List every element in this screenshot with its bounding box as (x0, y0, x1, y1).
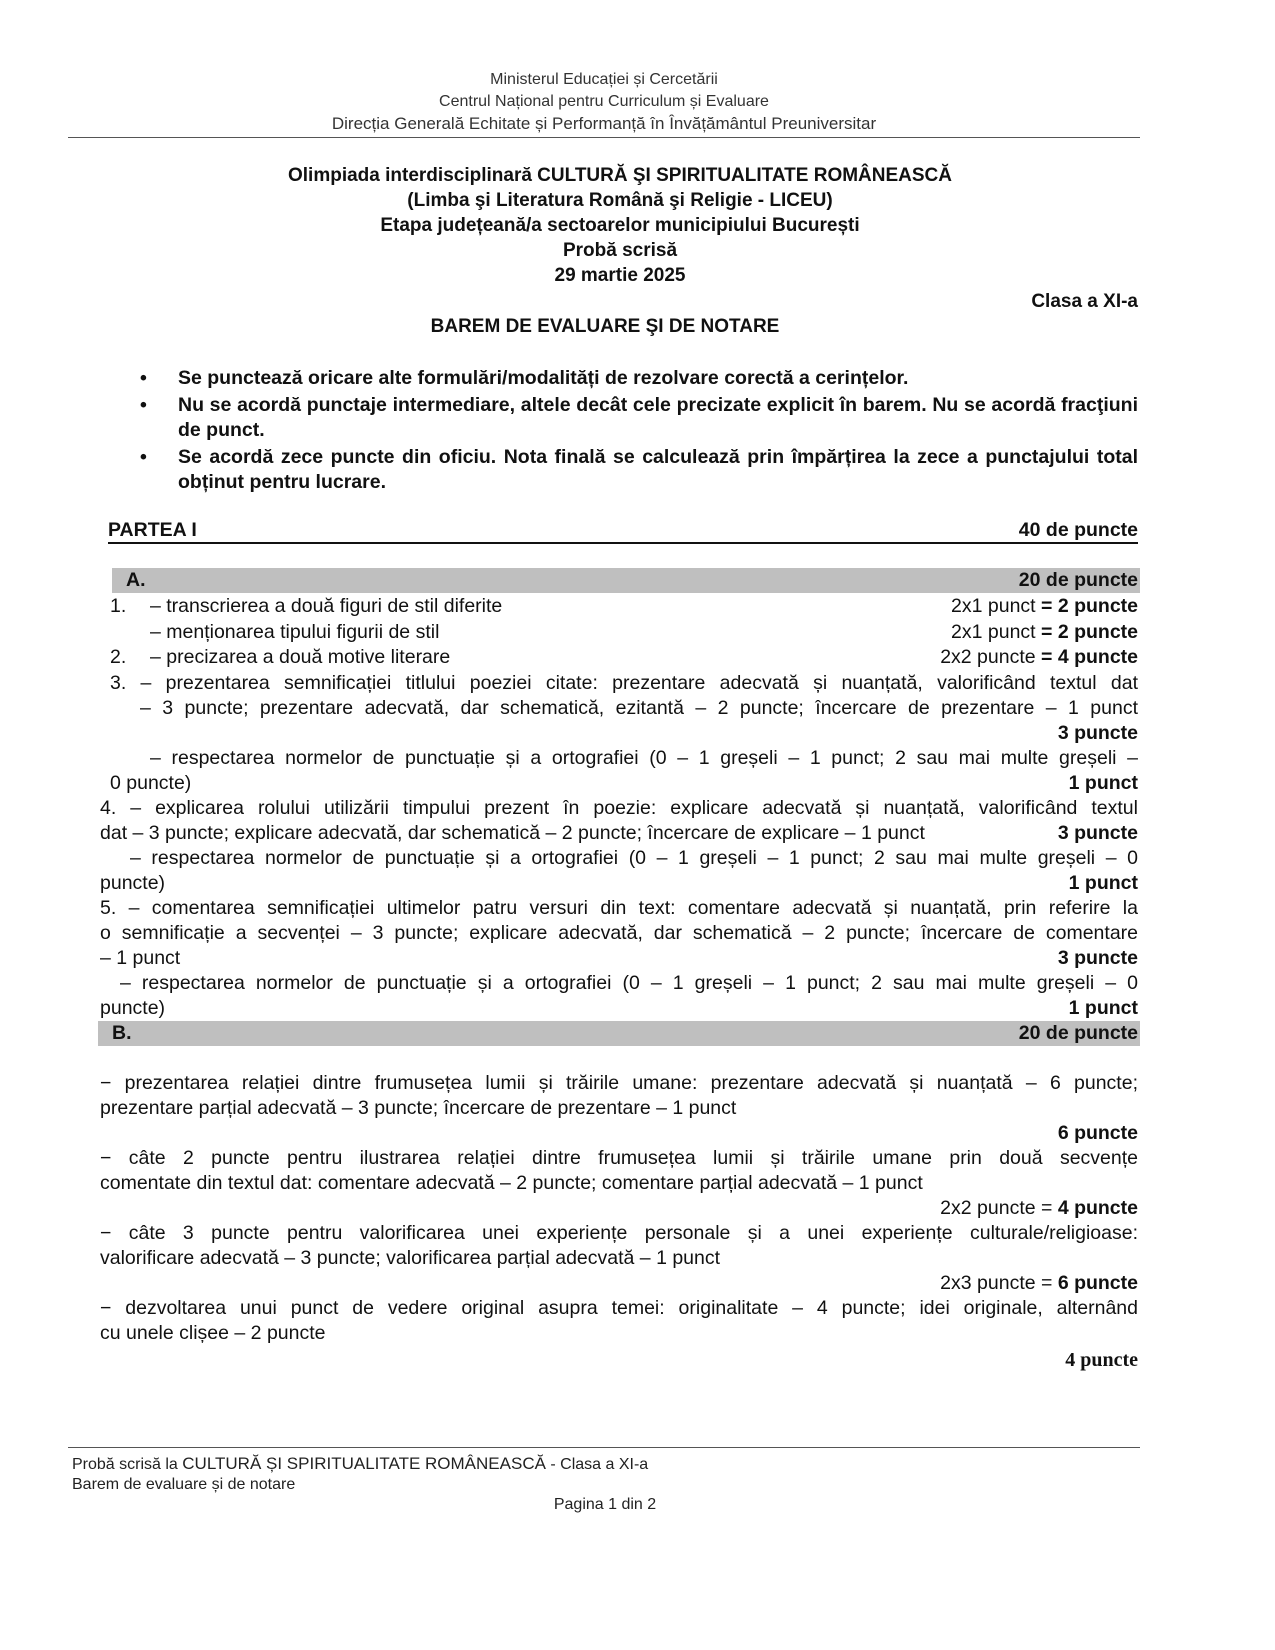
score-line (100, 896, 1138, 921)
points-total: 1 punct (1068, 997, 1138, 1019)
criterion-text: − prezentarea relației dintre frumusețea lumii și trăirile umane: prezentare adecvată și nuanțată – 6 puncte; (100, 1072, 1138, 1094)
score-line (100, 1246, 1138, 1271)
bullet-icon: • (140, 367, 147, 389)
score-line (110, 645, 1138, 670)
criterion-text: puncte) (100, 872, 166, 894)
points-value (940, 1196, 1138, 1221)
part1-label: PARTEA I (108, 519, 197, 541)
footer-text: - Clasa a XI-a (545, 1456, 649, 1473)
score-line (100, 1146, 1138, 1171)
points-value (951, 594, 1138, 619)
points-formula: 2x1 punct (951, 621, 1036, 643)
part1-heading (108, 518, 1138, 544)
score-line (100, 721, 1138, 746)
points-total: = 2 puncte (1035, 595, 1138, 617)
points-value (1058, 1121, 1138, 1146)
score-line (120, 971, 1138, 996)
score-line (100, 796, 1138, 821)
page-number: Pagina 1 din 2 (553, 1496, 657, 1513)
header-line: Ministerul Educației și Cercetării (490, 71, 718, 88)
score-line (100, 1271, 1138, 1296)
score-line (110, 594, 1138, 619)
criterion-text: 3. – prezentarea semnificației titlului poeziei citate: prezentare adecvată și nuanțată, valorificând textul dat (110, 672, 1138, 694)
footer-text: Probă scrisă la (72, 1456, 183, 1473)
footer-divider (68, 1447, 1140, 1448)
score-line (150, 620, 1138, 645)
points-total: = 2 puncte (1035, 621, 1138, 643)
document-title (100, 163, 1140, 288)
points-value (1069, 771, 1138, 796)
score-line (100, 1096, 1138, 1121)
score-line (100, 821, 1138, 846)
item-number: 1. (110, 595, 127, 617)
title-line: Olimpiada interdisciplinară CULTURĂ ŞI SPIRITUALITATE ROMÂNEASCĂ (288, 165, 952, 186)
points-total: 3 puncte (1057, 947, 1138, 969)
footer-line: Barem de evaluare și de notare (72, 1476, 296, 1493)
section-header-sectionB (98, 1021, 1140, 1046)
points-formula: 2x2 puncte (940, 646, 1036, 668)
header-line: Centrul Național pentru Curriculum și Evaluare (439, 93, 769, 110)
criterion-text: dat – 3 puncte; explicare adecvată, dar schematică – 2 puncte; încercare de explicare – 1 punct (100, 822, 925, 844)
criterion-text: – transcrierea a două figuri de stil diferite (150, 595, 503, 617)
score-line (100, 1348, 1138, 1373)
criterion-text: 4. – explicarea rolului utilizării timpului prezent în poezie: explicare adecvată și nuanțată, valorificând textul (100, 797, 1138, 819)
points-value (1058, 946, 1138, 971)
footer-line (72, 1453, 648, 1475)
points-value (940, 1271, 1138, 1296)
title-line: 29 martie 2025 (554, 265, 686, 286)
score-line (100, 1221, 1138, 1246)
class-label: Clasa a XI-a (1031, 291, 1138, 312)
points-formula: 2x2 puncte = (940, 1197, 1058, 1219)
criterion-text: puncte) (100, 997, 166, 1019)
criterion-text: 0 puncte) (110, 772, 192, 794)
score-line (140, 696, 1138, 721)
points-total: 4 puncte (1057, 1197, 1138, 1219)
section-label: A. (126, 569, 146, 591)
score-line (100, 1321, 1138, 1346)
criterion-text: – respectarea normelor de punctuație și a ortografiei (0 – 1 greșeli – 1 punct; 2 sau mai multe greșeli – (150, 747, 1138, 769)
criterion-text: − câte 3 puncte pentru valorificarea unei experiențe personale și a unei experiențe culturale/religioase: (100, 1222, 1138, 1244)
score-line (130, 846, 1138, 871)
criterion-text: – respectarea normelor de punctuație și a ortografiei (0 – 1 greșeli – 1 punct; 2 sau mai multe greșeli – 0 (120, 972, 1138, 994)
criterion-text: – precizarea a două motive literare (150, 646, 451, 668)
rule-bullet (140, 366, 1138, 391)
criterion-text: comentate din textul dat: comentare adecvată – 2 puncte; comentare parțial adecvată – 1 punct (100, 1172, 923, 1194)
score-line (100, 946, 1138, 971)
header-divider (68, 137, 1140, 138)
rule-bullet (140, 445, 1138, 495)
section-points: 20 de puncte (1018, 569, 1138, 591)
score-line (100, 1196, 1138, 1221)
bullet-text: Se punctează oricare alte formulări/modalități de rezolvare corectă a cerințelor. (178, 367, 909, 389)
item-number: 2. (110, 646, 127, 668)
points-total: 1 punct (1068, 772, 1138, 794)
points-total: 3 puncte (1057, 822, 1138, 844)
points-value (1058, 821, 1138, 846)
points-total: 1 punct (1068, 872, 1138, 894)
criterion-text: − câte 2 puncte pentru ilustrarea relației dintre frumusețea lumii și trăirile umane prin două secvențe (100, 1147, 1138, 1169)
score-line (100, 871, 1138, 896)
points-total: = 4 puncte (1035, 646, 1138, 668)
score-line (100, 996, 1138, 1021)
criterion-text: – respectarea normelor de punctuație și a ortografiei (0 – 1 greșeli – 1 punct; 2 sau mai multe greșeli – 0 (130, 847, 1138, 869)
score-line (100, 1171, 1138, 1196)
points-value (951, 620, 1138, 645)
criterion-text: – 1 punct (100, 947, 181, 969)
points-value (1069, 871, 1138, 896)
section-label: B. (112, 1022, 132, 1044)
header-line: Direcția Generală Echitate și Performanță în Învățământul Preuniversitar (331, 114, 877, 133)
criterion-text: − dezvoltarea unui punct de vedere original asupra temei: originalitate – 4 puncte; idei originale, alternând (100, 1297, 1138, 1319)
part1-points: 40 de puncte (1018, 519, 1138, 541)
ministry-header (68, 69, 1140, 135)
section-points: 20 de puncte (1018, 1022, 1138, 1044)
bullet-icon: • (140, 446, 147, 468)
bullet-icon: • (140, 394, 147, 416)
footer-subject: CULTURĂ ȘI SPIRITUALITATE ROMÂNEASCĂ (182, 1454, 546, 1473)
points-formula: 2x1 punct (951, 595, 1036, 617)
points-value (940, 645, 1138, 670)
bullet-text: Nu se acordă punctaje intermediare, altele decât cele precizate explicit în barem. Nu se acordă fracţiuni de punct. (178, 394, 1138, 441)
criterion-text: – menționarea tipului figurii de stil (150, 621, 440, 643)
points-total: 6 puncte (1057, 1272, 1138, 1294)
score-line (110, 771, 1138, 796)
title-line: Probă scrisă (562, 240, 678, 261)
rule-bullet (140, 393, 1138, 443)
score-line (110, 671, 1138, 696)
points-formula: 2x3 puncte = (940, 1272, 1058, 1294)
criterion-text: prezentare parțial adecvată – 3 puncte; încercare de prezentare – 1 punct (100, 1097, 737, 1119)
score-line (100, 1071, 1138, 1096)
criterion-text: valorificare adecvată – 3 puncte; valorificarea parțial adecvată – 1 punct (100, 1247, 721, 1269)
criterion-text: cu unele clișee – 2 puncte (100, 1322, 326, 1344)
points-value (1058, 721, 1138, 746)
section-header-sectionA (112, 568, 1140, 593)
points-total: 4 puncte (1065, 1349, 1138, 1371)
points-value (1069, 996, 1138, 1021)
points-total: 3 puncte (1057, 722, 1138, 744)
criterion-text: o semnificație a secvenței – 3 puncte; explicare adecvată, dar schematică – 2 puncte; încercare de comentare (100, 922, 1138, 944)
criterion-text: 5. – comentarea semnificației ultimelor patru versuri din text: comentare adecvată și nuanțată, prin referire la (100, 897, 1138, 919)
title-line: (Limba şi Literatura Română şi Religie - LICEU) (407, 190, 833, 211)
score-line (100, 1296, 1138, 1321)
score-line (150, 746, 1138, 771)
criterion-text: – 3 puncte; prezentare adecvată, dar schematică, ezitantă – 2 puncte; încercare de prezentare – 1 punct (140, 697, 1138, 719)
points-total: 6 puncte (1057, 1122, 1138, 1144)
barem-heading: BAREM DE EVALUARE ŞI DE NOTARE (430, 316, 780, 337)
bullet-text: Se acordă zece puncte din oficiu. Nota finală se calculează prin împărțirea la zece a punctajului total obținut pentru lucrare. (178, 446, 1138, 493)
title-line: Etapa județeană/a sectoarelor municipiului București (380, 215, 860, 236)
score-line (100, 1121, 1138, 1146)
score-line (100, 921, 1138, 946)
points-value (1065, 1348, 1138, 1373)
